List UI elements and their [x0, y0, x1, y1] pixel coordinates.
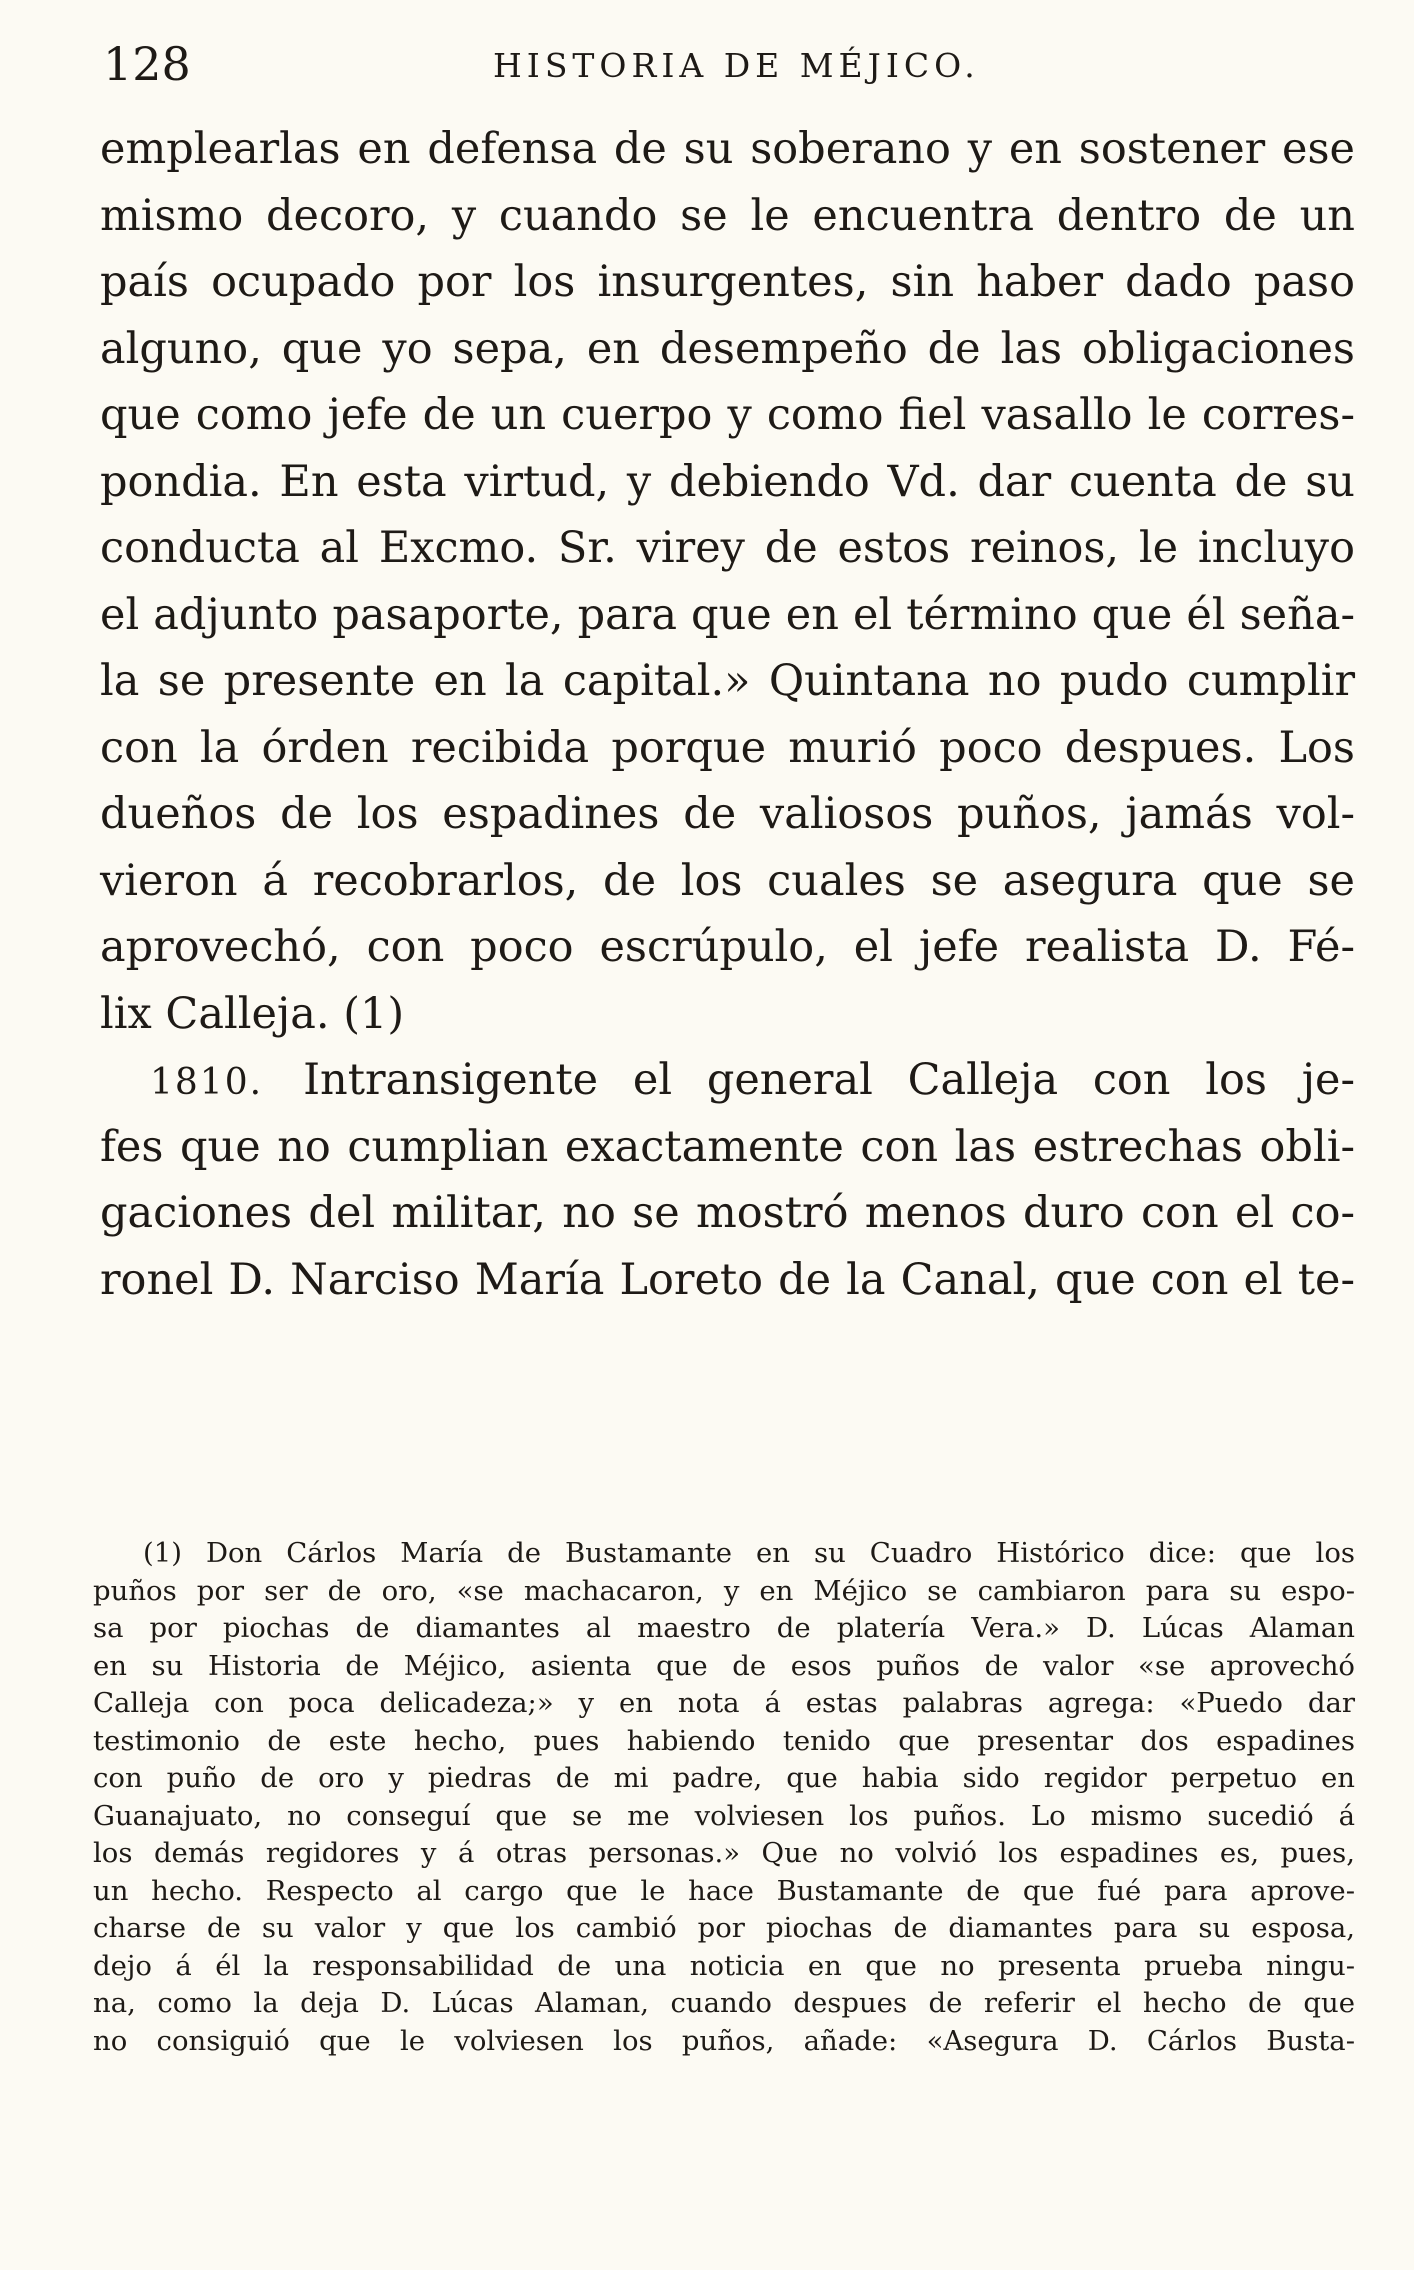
footnote-block — [93, 1535, 1355, 2060]
main-text — [100, 116, 1355, 1313]
footnote-line: testimonio de este hecho, pues habiendo tenido que presentar dos espadines — [93, 1724, 1355, 1757]
body-line: el adjunto pasaporte, para que en el término que él seña- — [100, 589, 1355, 640]
body-line: que como jefe de un cuerpo y como fiel vasallo le corres- — [100, 390, 1355, 440]
footnote-line: sa por piochas de diamantes al maestro de platería Vera.» D. Lúcas Alaman — [93, 1612, 1355, 1644]
footnote-line: en su Historia de Méjico, asienta que de esos puños de valor «se aprovechó — [93, 1649, 1355, 1682]
footnote-line: los demás regidores y á otras personas.» Que no volvió los espadines es, pues, — [93, 1837, 1355, 1869]
body-line: lix Calleja. (1) — [100, 988, 405, 1039]
footnote-line: (1) Don Cárlos María de Bustamante en su Cuadro Histórico dice: que los — [143, 1537, 1355, 1569]
body-line: mismo decoro, y cuando se le encuentra dentro de un — [100, 190, 1355, 241]
year-marker: 1810. — [150, 1062, 264, 1103]
footnote-line: un hecho. Respecto al cargo que le hace Bustamante de que fué para aprove- — [93, 1874, 1355, 1907]
page-number: 128 — [103, 37, 191, 91]
body-line: conducta al Excmo. Sr. virey de estos reinos, le incluyo — [100, 523, 1355, 573]
body-line: fes que no cumplian exactamente con las estrechas obli- — [100, 1121, 1355, 1172]
year-paragraph-first-line — [100, 1047, 1355, 1114]
body-line: pondia. En esta virtud, y debiendo Vd. dar cuenta de su — [100, 456, 1355, 507]
body-line: aprovechó, con poco escrúpulo, el jefe realista D. Fé- — [100, 922, 1355, 972]
body-line: país ocupado por los insurgentes, sin haber dado paso — [100, 257, 1355, 307]
body-line: ronel D. Narciso María Loreto de la Canal, que con el te- — [100, 1254, 1355, 1305]
body-line: con la órden recibida porque murió poco despues. Los — [100, 722, 1355, 773]
footnote-line: na, como la deja D. Lúcas Alaman, cuando despues de referir el hecho de que — [93, 1987, 1355, 2019]
body-line: gaciones del militar, no se mostró menos duro con el co- — [100, 1188, 1355, 1238]
footnote-line: Guanajuato, no conseguí que se me volviesen los puños. Lo mismo sucedió á — [93, 1799, 1355, 1832]
page-header — [103, 38, 1353, 98]
footnote-line: no consiguió que le volviesen los puños, añade: «Asegura D. Cárlos Busta- — [93, 2024, 1355, 2057]
footnote-line: puños por ser de oro, «se machacaron, y en Méjico se cambiaron para su espo- — [93, 1574, 1355, 1607]
footnote-line: con puño de oro y piedras de mi padre, que habia sido regidor perpetuo en — [93, 1762, 1355, 1794]
body-line: emplearlas en defensa de su soberano y en sostener ese — [100, 124, 1355, 174]
footnote-line: charse de su valor y que los cambió por piochas de diamantes para su esposa, — [93, 1912, 1355, 1944]
footnote-line: Calleja con poca delicadeza;» y en nota á estas palabras agrega: «Puedo dar — [93, 1687, 1355, 1719]
body-line: alguno, que yo sepa, en desempeño de las obligaciones — [100, 323, 1355, 374]
running-title: HISTORIA DE MÉJICO. — [493, 46, 980, 85]
body-line: vieron á recobrarlos, de los cuales se asegura que se — [100, 855, 1355, 906]
footnote-line: dejo á él la responsabilidad de una noticia en que no presenta prueba ningu- — [93, 1949, 1355, 1982]
body-line: Intransigente el general Calleja con los je- — [303, 1055, 1355, 1105]
body-line: dueños de los espadines de valiosos puños, jamás vol- — [100, 789, 1355, 839]
body-line: la se presente en la capital.» Quintana no pudo cumplir — [100, 656, 1355, 706]
